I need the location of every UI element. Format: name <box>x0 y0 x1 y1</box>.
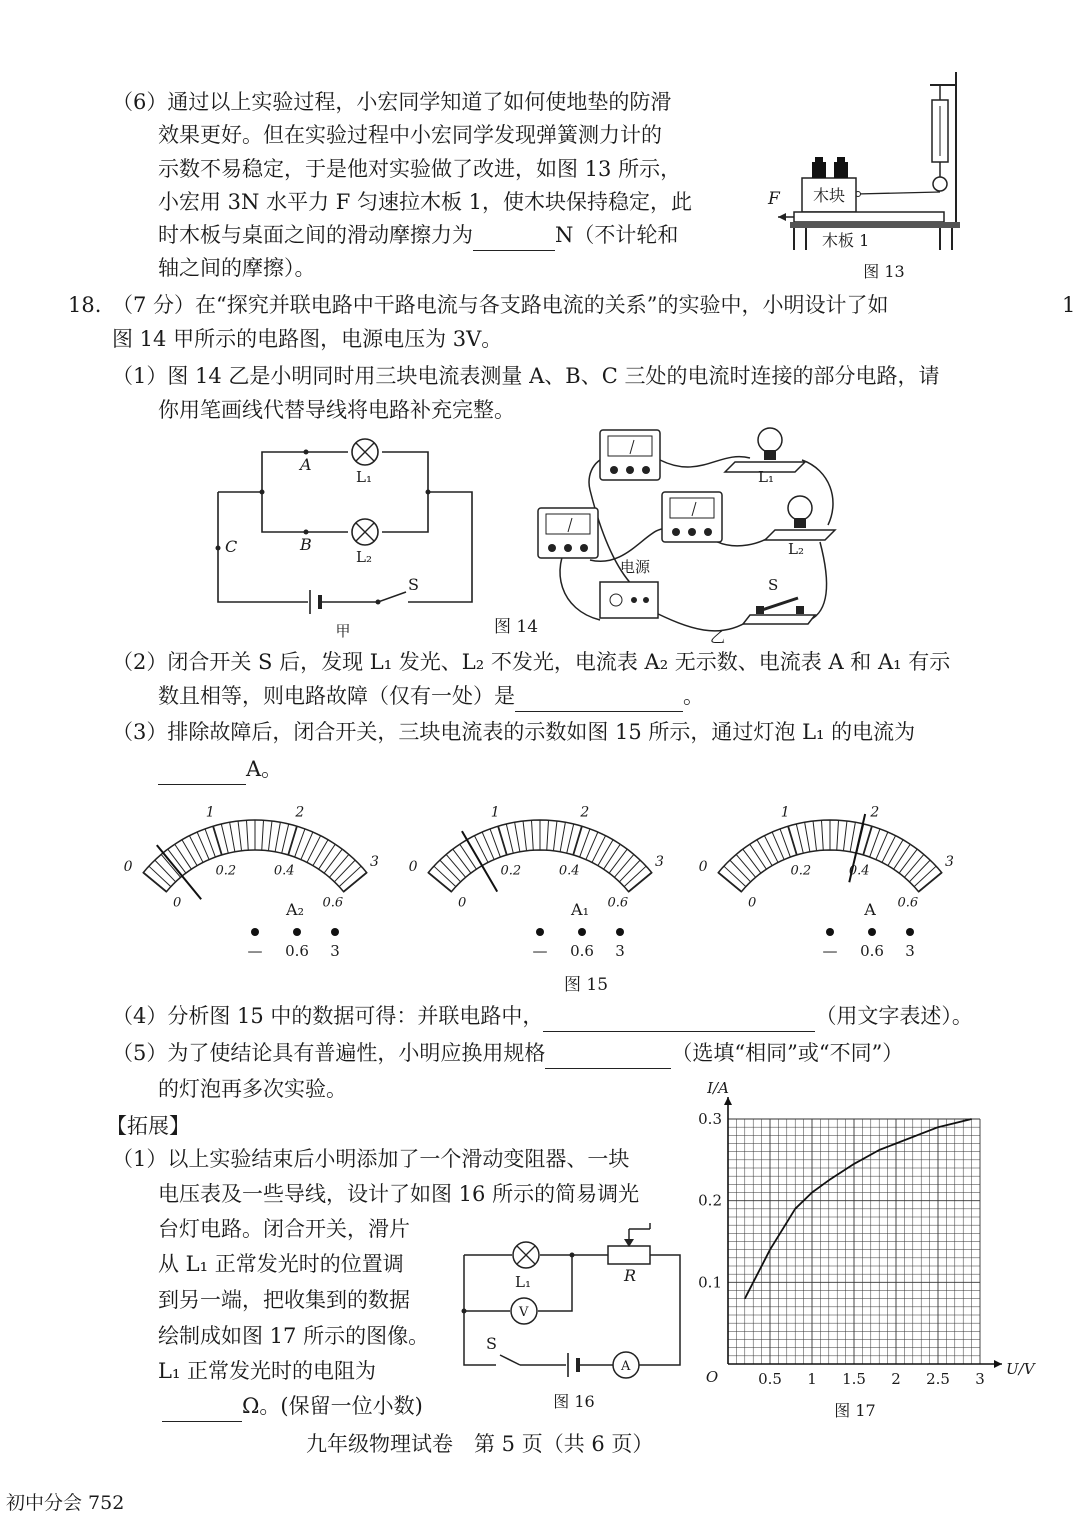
dial-terminal-label: — <box>822 942 838 960</box>
fig14-jia-C: C <box>225 537 238 556</box>
ammeter-dial-2 <box>409 805 664 960</box>
ext-line4: 从 L₁ 正常发光时的位置调 <box>158 1252 404 1276</box>
dial-upper-tick-label: 2 <box>295 804 305 821</box>
dial-meter-name: A₁ <box>571 900 589 919</box>
ext-line6: 绘制成如图 17 所示的图像。 <box>158 1324 430 1348</box>
q17-6-line5-pre: 时木板与桌面之间的滑动摩擦力为 <box>158 223 473 247</box>
dial-lower-tick-label: 0.2 <box>215 863 237 879</box>
q18-p5-pre: （5）为了使结论具有普遍性，小明应换用规格 <box>112 1041 546 1065</box>
dial-terminal <box>616 928 624 936</box>
fig16-A: A <box>621 1359 631 1374</box>
fig14-jia-L1: L₁ <box>356 468 372 486</box>
ext-line3: 台灯电路。闭合开关，滑片 <box>158 1217 410 1241</box>
power-supply-device <box>600 582 658 618</box>
dial-terminal-label: 3 <box>330 942 340 960</box>
fig14-jia-A: A <box>300 455 312 474</box>
ext-last-post: Ω。(保留一位小数) <box>242 1394 423 1418</box>
dial-terminal <box>578 928 586 936</box>
q18-p4 <box>112 1000 973 1032</box>
chart-x-tick-label: 3 <box>975 1370 985 1388</box>
fig14-yi-power: 电源 <box>620 558 651 576</box>
fig13-force-label: F <box>768 189 780 209</box>
chart-y-tick-label: 0.1 <box>698 1273 722 1292</box>
dial-lower-tick-label: 0.6 <box>897 895 919 911</box>
fig16-V: V <box>519 1305 529 1320</box>
dial-terminal <box>536 928 544 936</box>
ext-line7: L₁ 正常发光时的电阻为 <box>158 1359 377 1383</box>
q18-p5-line2: 的灯泡再多次实验。 <box>158 1077 347 1101</box>
figure-17-chart <box>695 1079 1040 1423</box>
dial-upper-tick-label: 2 <box>870 804 880 821</box>
q17-6-line5-post: N（不计轮和 <box>555 223 679 247</box>
figure-13 <box>760 70 960 285</box>
q17-6-line4: 小宏用 3N 水平力 F 匀速拉木板 1，使木块保持稳定，此 <box>158 190 693 214</box>
q18-p4-pre: （4）分析图 15 中的数据可得：并联电路中， <box>112 1004 544 1028</box>
fig13-block-label: 木块 <box>812 186 846 205</box>
fig14-jia-label: 甲 <box>335 622 351 640</box>
dial-upper-zero: 0 <box>123 858 133 875</box>
fig14-yi-label: 乙 <box>710 628 726 646</box>
chart-origin-label: O <box>705 1368 719 1386</box>
dial-terminal-label: — <box>532 942 548 960</box>
figure-14-yi <box>530 410 850 645</box>
ext-line5: 到另一端，把收集到的数据 <box>158 1288 410 1312</box>
dial-terminal-label: 0.6 <box>285 942 309 960</box>
q18-p5-post: （选填“相同”或“不同”） <box>671 1041 904 1065</box>
chart-caption: 图 17 <box>834 1401 876 1420</box>
ammeter-device-left <box>538 508 598 558</box>
figure-14-jia <box>210 440 480 640</box>
dial-meter-name: A₂ <box>286 900 304 919</box>
dial-lower-tick-label: 0.4 <box>273 863 295 879</box>
switch-device <box>743 598 815 624</box>
dial-lower-tick-label: 0.4 <box>848 863 870 879</box>
dial-lower-tick-label: 0.2 <box>500 863 522 879</box>
ammeter-device-middle <box>662 492 722 542</box>
page-footer: 九年级物理试卷 第 5 页（共 6 页） <box>306 1432 654 1456</box>
chart-x-tick-label: 1 <box>807 1370 817 1388</box>
dial-lower-tick-label: 0.4 <box>558 863 580 879</box>
q18-head: （7 分）在“探究并联电路中干路电流与各支路电流的关系”的实验中，小明设计了如 <box>112 293 889 317</box>
q18-p2-line1: （2）闭合开关 S 后，发现 L₁ 发光、L₂ 不发光，电流表 A₂ 无示数、电流表 A 和 A₁ 有示 <box>112 650 951 674</box>
answer-blank-resistance[interactable] <box>162 1397 242 1422</box>
dial-terminal <box>826 928 834 936</box>
fig16-L1: L₁ <box>515 1273 531 1291</box>
q17-6-line5 <box>158 219 678 251</box>
q17-6-line2: 效果更好。但在实验过程中小宏同学发现弹簧测力计的 <box>158 123 662 147</box>
ammeter-dial-1 <box>124 805 379 960</box>
q17-6-line1: （6）通过以上实验过程，小宏同学知道了如何使地垫的防滑 <box>112 90 672 114</box>
fig15-caption: 图 15 <box>564 975 609 995</box>
q18-number: 18. <box>68 293 102 317</box>
dial-terminal-label: 0.6 <box>860 942 884 960</box>
ext-title: 【拓展】 <box>106 1114 190 1138</box>
fig14-yi-L2: L₂ <box>788 540 804 558</box>
dial-upper-tick-label: 1 <box>780 804 790 821</box>
chart-y-arrow <box>724 1097 732 1105</box>
fig16-S: S <box>486 1334 497 1353</box>
ammeter-device-top <box>600 430 660 480</box>
dial-upper-tick-label: 1 <box>205 804 215 821</box>
dial-lower-tick-label: 0.2 <box>790 863 812 879</box>
ext-line1: （1）以上实验结束后小明添加了一个滑动变阻器、一块 <box>112 1147 630 1171</box>
dial-terminal <box>906 928 914 936</box>
bulb-L2-device <box>765 496 835 540</box>
fig14-caption: 图 14 <box>494 617 539 637</box>
dial-upper-tick-label: 3 <box>654 854 664 871</box>
chart-x-tick-label: 0.5 <box>758 1370 782 1388</box>
dial-lower-tick-label: 0.6 <box>607 895 629 911</box>
figure-16 <box>458 1215 688 1415</box>
dial-lower-tick-label: 0.6 <box>322 895 344 911</box>
dial-lower-tick-label: 0 <box>748 895 757 911</box>
fig13-caption: 图 13 <box>863 262 905 281</box>
fig13-board-label: 木板 1 <box>822 231 870 250</box>
fig16-caption: 图 16 <box>553 1392 595 1411</box>
dial-terminal-label: 3 <box>905 942 915 960</box>
figure-15 <box>123 780 960 1000</box>
q18-p2-line2-text: 数且相等，则电路故障（仅有一处）是 <box>158 684 515 708</box>
chart-x-tick-label: 2 <box>891 1370 901 1388</box>
q17-6-line6: 轴之间的摩擦）。 <box>158 256 316 280</box>
dial-upper-tick-label: 3 <box>944 854 954 871</box>
dial-upper-zero: 0 <box>698 858 708 875</box>
chart-x-arrow <box>994 1360 1002 1368</box>
chart-x-label: U/V <box>1006 1360 1035 1378</box>
chart-y-tick-label: 0.3 <box>698 1110 722 1128</box>
fig14-jia-L2: L₂ <box>356 548 372 566</box>
dial-upper-tick-label: 2 <box>580 804 590 821</box>
q18-p3-end: A。 <box>246 757 283 781</box>
ext-line8 <box>162 1390 423 1422</box>
fig14-yi-S: S <box>768 576 779 594</box>
dial-terminal-label: 0.6 <box>570 942 594 960</box>
dial-lower-tick-label: 0 <box>458 895 467 911</box>
dial-terminal <box>868 928 876 936</box>
ammeter-dial-3 <box>699 805 954 960</box>
q18-p4-post: （用文字表述）。 <box>815 1004 973 1028</box>
dial-terminal-label: 3 <box>615 942 625 960</box>
dial-terminal <box>251 928 259 936</box>
q18-head2: 图 14 甲所示的电路图，电源电压为 3V。 <box>112 327 503 351</box>
dial-upper-tick-label: 3 <box>369 854 379 871</box>
watermark: 初中分会 752 <box>6 1492 125 1514</box>
fig14-jia-B: B <box>300 535 312 554</box>
answer-blank-friction[interactable] <box>473 226 555 251</box>
q18-p1-line2: 你用笔画线代替导线将电路补充完整。 <box>158 398 515 422</box>
dial-meter-name: A <box>864 900 876 919</box>
edge-mark: 1 <box>1062 293 1076 317</box>
fig16-R: R <box>624 1266 637 1285</box>
chart-y-tick-label: 0.2 <box>698 1191 722 1210</box>
q18-p1-line1: （1）图 14 乙是小明同时用三块电流表测量 A、B、C 三处的电流时连接的部分电路，请 <box>112 364 940 388</box>
bulb-L1-device <box>725 428 805 472</box>
q18-p5-line1 <box>112 1037 903 1069</box>
chart-x-tick-label: 1.5 <box>842 1370 866 1388</box>
q18-p2-end: 。 <box>683 684 704 708</box>
fig14-yi-L1: L₁ <box>758 468 774 486</box>
answer-blank-spec[interactable] <box>545 1044 671 1069</box>
chart-y-label: I/A <box>707 1079 729 1097</box>
dial-upper-tick-label: 1 <box>490 804 500 821</box>
dial-lower-tick-label: 0 <box>173 895 182 911</box>
answer-blank-fault[interactable] <box>515 687 683 712</box>
q18-p2-line2 <box>158 680 704 712</box>
dial-terminal-label: — <box>247 942 263 960</box>
answer-blank-conclusion[interactable] <box>543 1007 815 1032</box>
q17-6-line3: 示数不易稳定，于是他对实验做了改进，如图 13 所示， <box>158 157 682 181</box>
fig14-jia-S: S <box>408 575 419 594</box>
dial-terminal <box>293 928 301 936</box>
ext-line2: 电压表及一些导线，设计了如图 16 所示的简易调光 <box>158 1182 640 1206</box>
q18-p3-line1: （3）排除故障后，闭合开关，三块电流表的示数如图 15 所示，通过灯泡 L₁ 的电流为 <box>112 720 916 744</box>
dial-terminal <box>331 928 339 936</box>
chart-x-tick-label: 2.5 <box>926 1370 950 1388</box>
dial-upper-zero: 0 <box>408 858 418 875</box>
